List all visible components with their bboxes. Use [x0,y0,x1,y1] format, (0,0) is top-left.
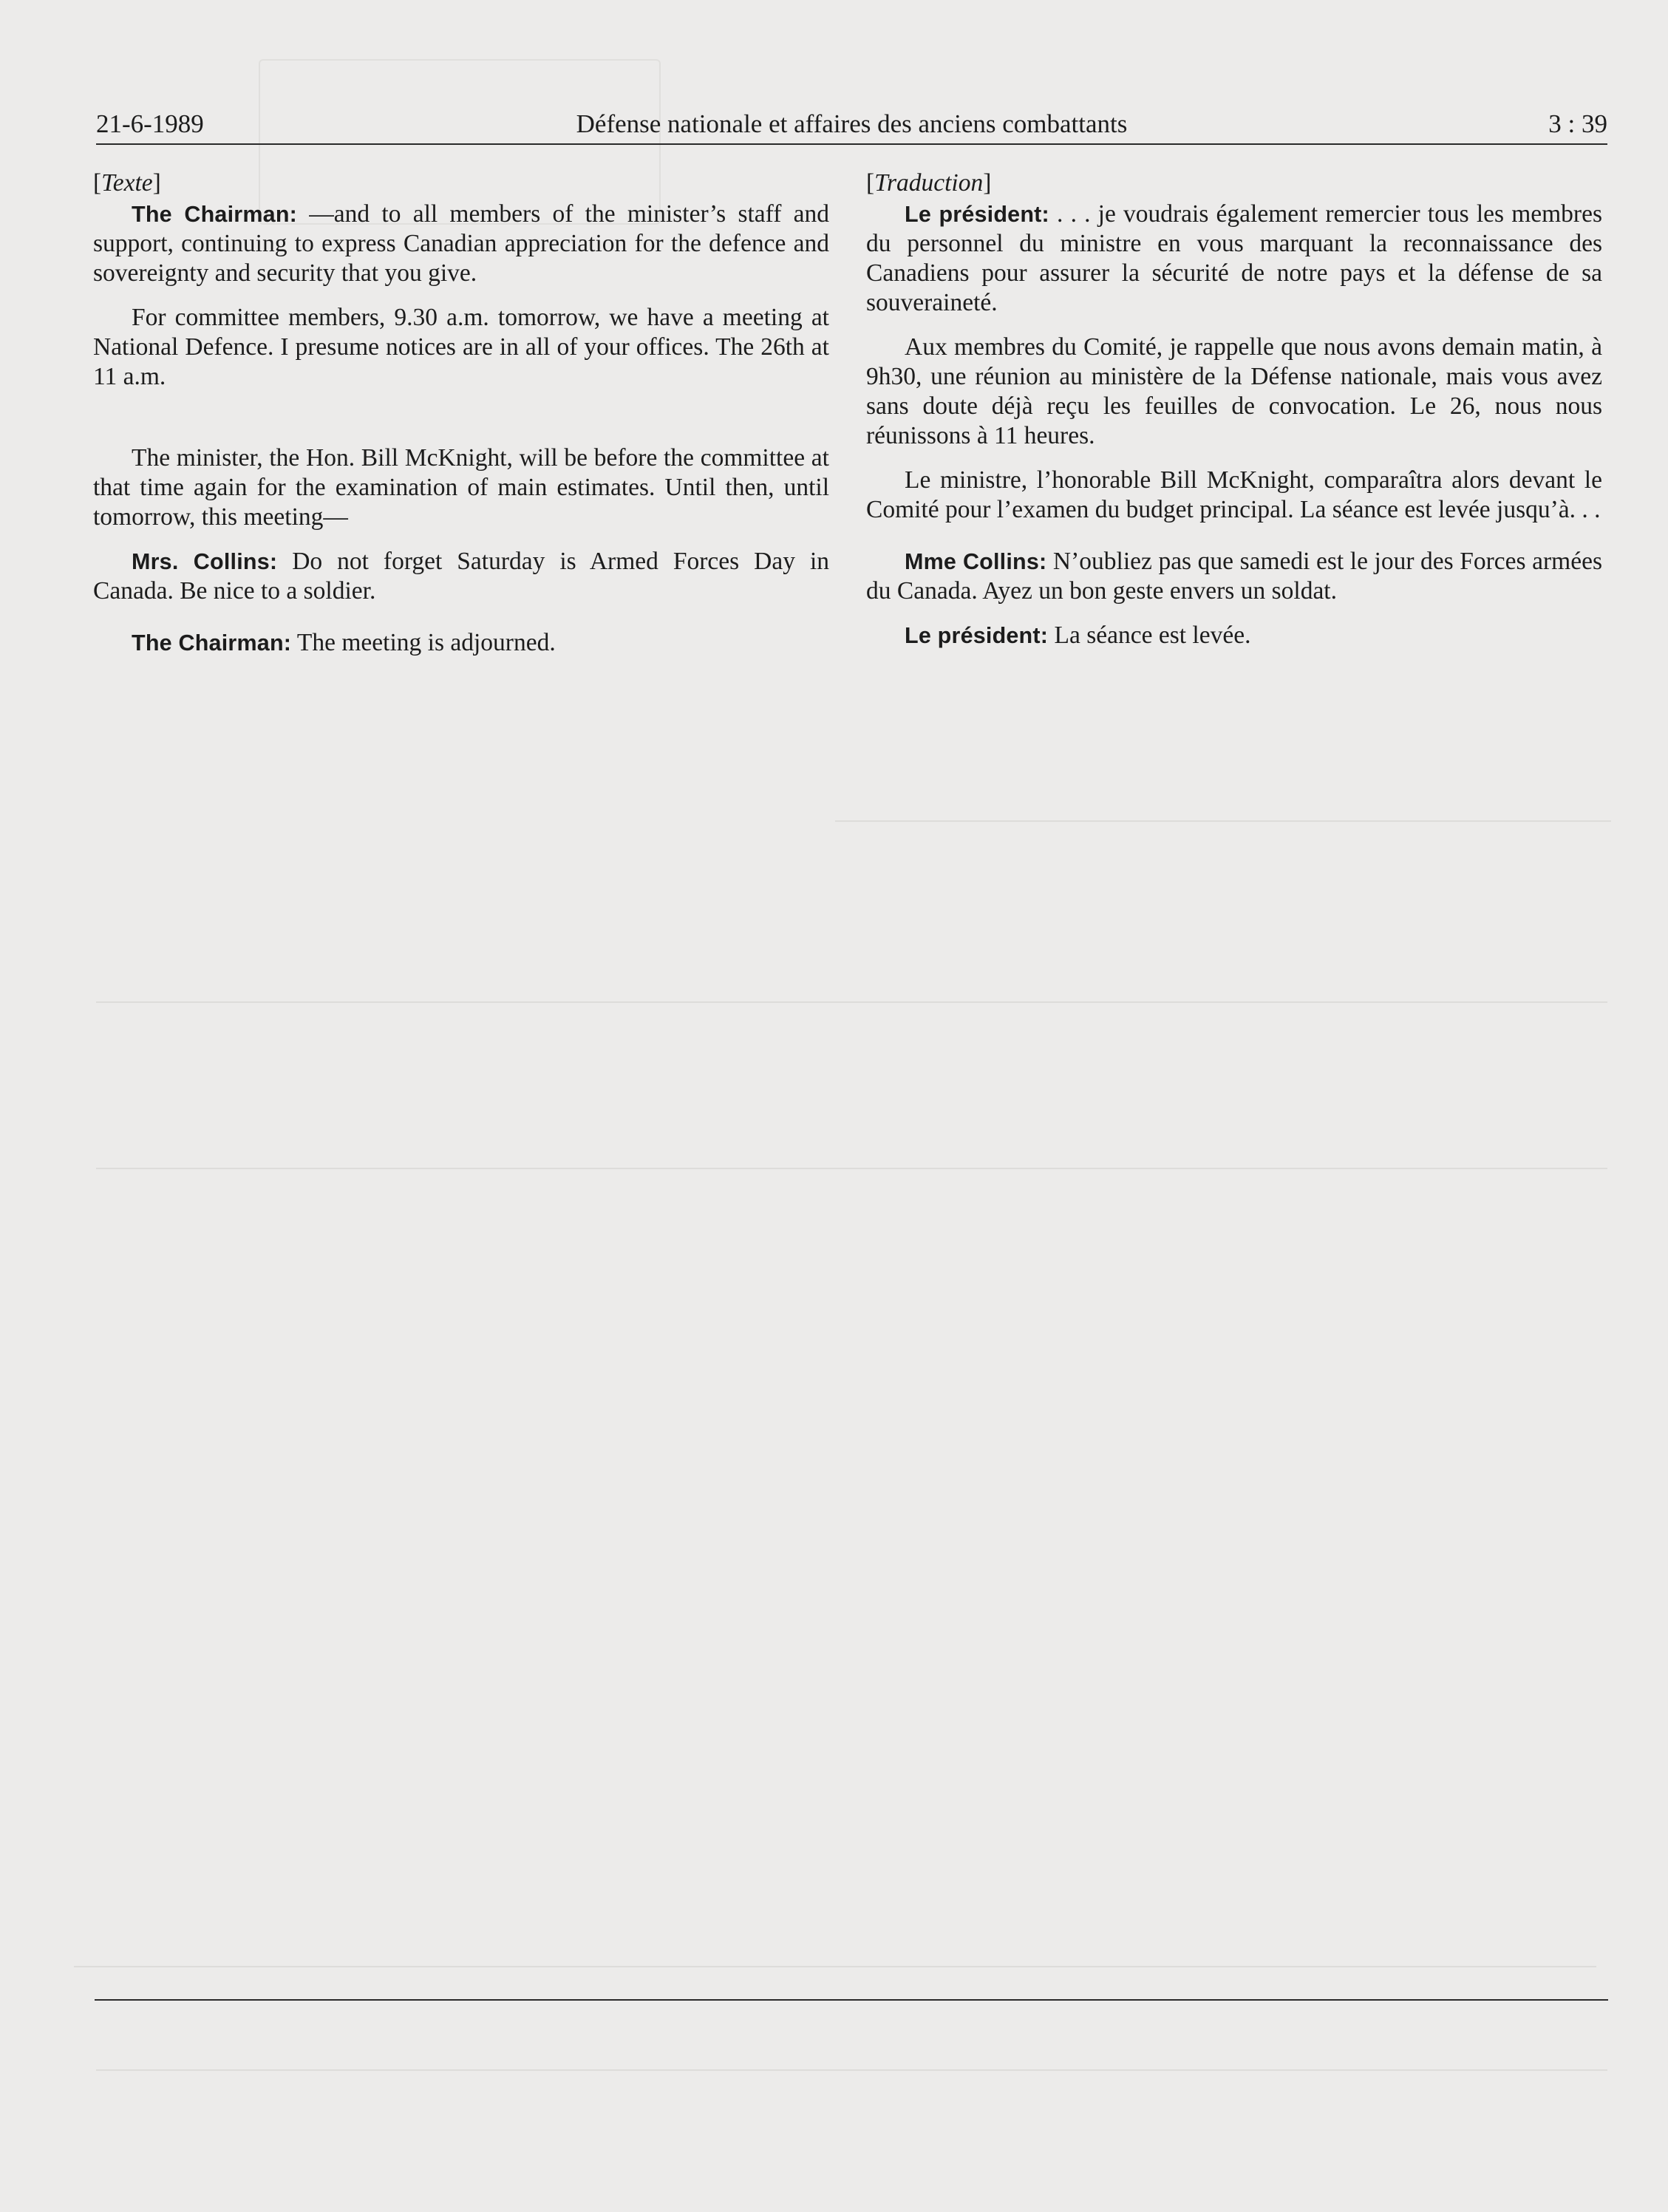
speaker-name: Mrs. Collins: [132,549,278,574]
paragraph [866,333,1602,451]
paragraph-text: The meeting is adjourned. [291,629,556,656]
paragraph-text: La séance est levée. [1048,622,1251,649]
page-header [96,109,1607,146]
speaker-name: Le président: [905,202,1049,227]
header-date: 21-6-1989 [96,109,204,138]
speaker-name: The Chairman: [132,630,292,656]
paragraph [93,547,829,606]
paragraph-text: Aux membres du Comité, je rappelle que nous avons demain matin, à 9h30, une réunion au ministère de la Défense nationale, mais vous avez sans doute déjà reçu les feuilles de convocation. Le 26, nous nous réunissons à 11 heures. [866,333,1602,449]
paragraph-text: N’oubliez pas que samedi est le jour des Forces armées du Canada. Ayez un bon geste envers un soldat. [866,548,1602,605]
paragraph [93,628,829,658]
paragraph-text: —and to all members of the minister’s staff and support, continuing to express Canadian appreciation for the defence and sovereignty and security that you give. [93,200,829,287]
column-label: [Texte] [93,169,161,197]
header-rule [96,143,1607,145]
paragraph-text: Do not forget Saturday is Armed Forces Day in Canada. Be nice to a soldier. [93,548,829,605]
paragraph-text: . . . je voudrais également remercier tous les membres du personnel du ministre en vous marquant la reconnaissance des Canadiens pour assurer la sécurité de notre pays et la défense de sa souveraineté. [866,200,1602,316]
paragraph [866,466,1602,525]
bleed-through-line [96,1001,1607,1003]
speaker-name: Le président: [905,623,1049,648]
paragraph [93,443,829,532]
paragraph [866,621,1602,650]
paragraph-text: For committee members, 9.30 a.m. tomorrow, we have a meeting at National Defence. I presume notices are in all of your offices. The 26th at 11 a.m. [93,304,829,390]
column-label-text: Traduction [874,169,984,197]
paragraph [93,303,829,392]
speaker-name: Mme Collins: [905,549,1047,574]
bleed-through-line [835,820,1611,822]
paragraph [93,200,829,288]
paragraph-text: Le ministre, l’honorable Bill McKnight, comparaîtra alors devant le Comité pour l’examen du budget principal. La séance est levée jusqu’à. . . [866,466,1602,523]
bleed-through-line [74,1966,1596,1967]
paragraph-text: The minister, the Hon. Bill McKnight, will be before the committee at that time again for the examination of main estimates. Until then, until tomorrow, this meeting— [93,444,829,531]
paragraph [866,200,1602,318]
english-column [93,169,829,673]
french-column [866,169,1602,665]
footer-rule [95,1999,1608,2001]
column-label: [Traduction] [866,169,992,197]
header-title: Défense nationale et affaires des anciens combattants [576,109,1128,138]
paragraph [866,547,1602,606]
header-page-number: 3 : 39 [1548,109,1607,138]
bleed-through-line [96,2069,1607,2071]
column-label-text: Texte [101,169,153,197]
speaker-name: The Chairman: [132,202,298,227]
bleed-through-line [96,1168,1607,1169]
